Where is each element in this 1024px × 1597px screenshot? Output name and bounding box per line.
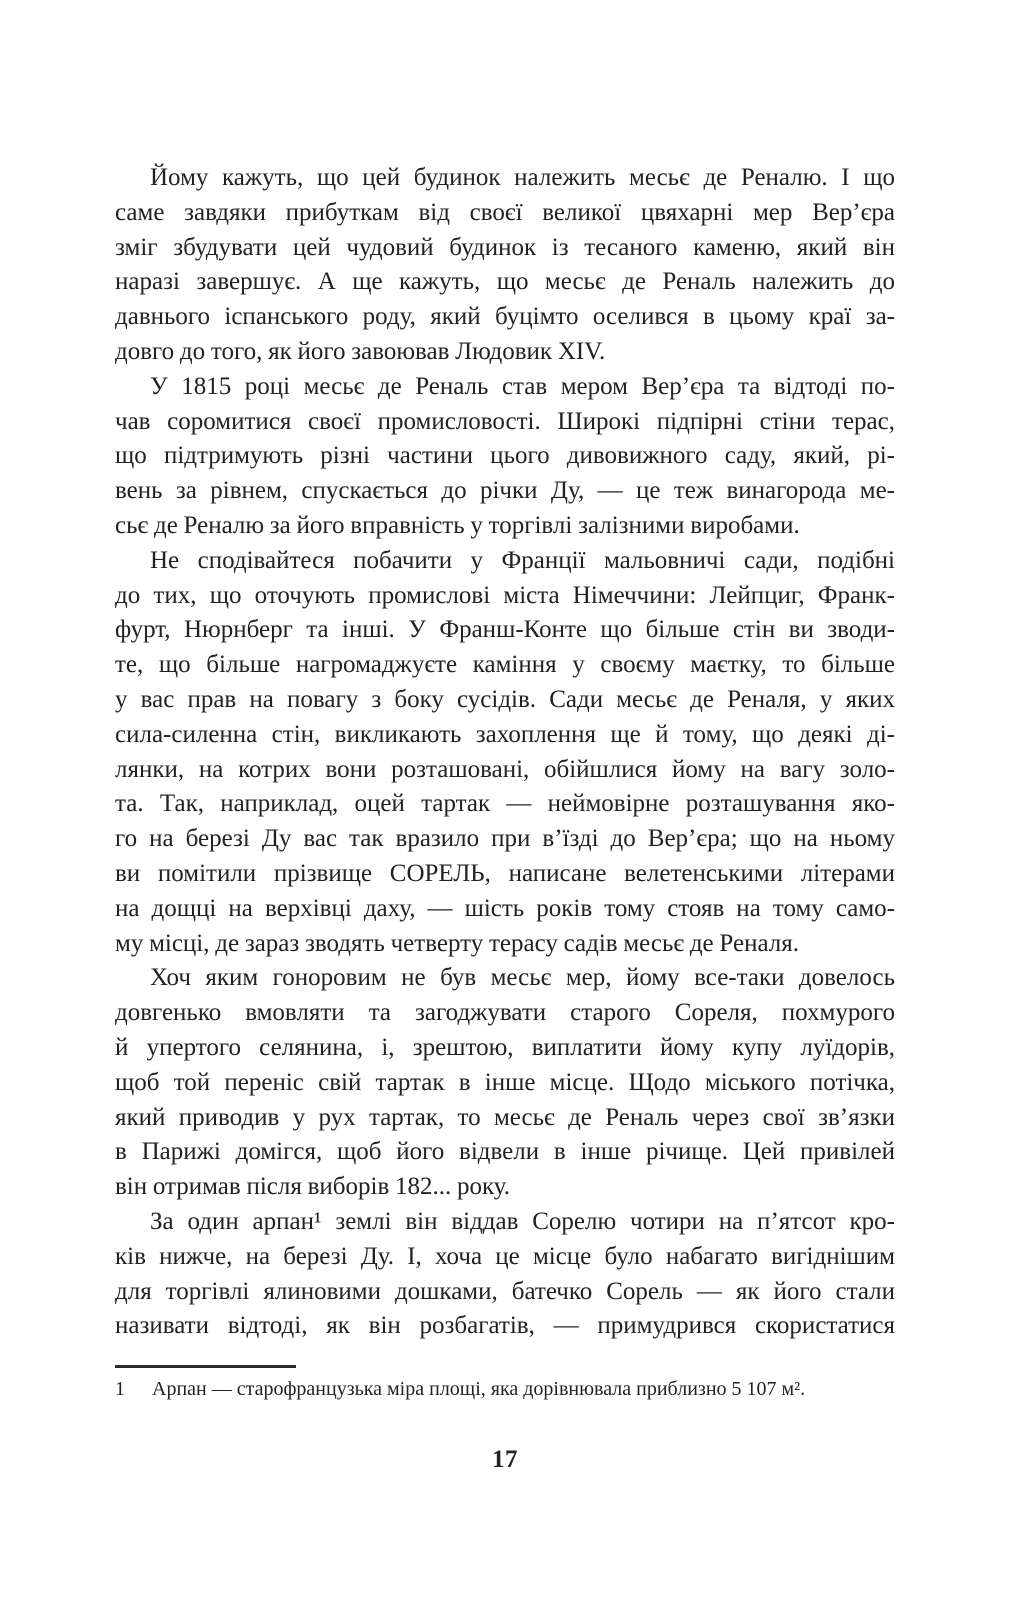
- text-line: ків нижче, на березі Ду. І, хоча це місце було набагато вигіднішим: [115, 1242, 895, 1270]
- text-line: Йому кажуть, що цей будинок належить месьє де Реналю. І що: [150, 164, 895, 191]
- text-line: го на березі Ду вас так вразило при в’їзді до Вер’єра; що на ньому: [115, 825, 895, 853]
- paragraph: [115, 961, 895, 1205]
- text-line: За один арпан¹ землі він віддав Сорелю чотири на п’ятсот кро-: [150, 1207, 895, 1235]
- text-line: наразі завершує. А ще кажуть, що месьє де Реналь належить до: [115, 268, 895, 296]
- text-line: довгенько вмовляти та загоджувати старого Сореля, похмурого: [115, 999, 895, 1027]
- page-number: 17: [492, 1446, 518, 1473]
- footnote-text: Арпан — старофранцузька міра площі, яка дорівнювала приблизно 5 107 м².: [152, 1378, 806, 1400]
- text-line: фурт, Нюрнберг та інші. У Франш-Конте що більше стін ви зводи-: [115, 616, 895, 644]
- paragraph: [115, 370, 895, 544]
- text-line: в Парижі домігся, щоб його відвели в інше річище. Цей привілей: [115, 1138, 895, 1166]
- text-line: щоб той переніс свій тартак в інше місце. Щодо міського потічка,: [115, 1068, 895, 1096]
- footnote-marker: 1: [115, 1378, 125, 1400]
- footnote: [115, 1376, 895, 1403]
- text-line: те, що більше нагромаджуєте каміння у своєму маєтку, то більше: [115, 651, 895, 679]
- text-line: ви помітили прізвище СОРЕЛЬ, написане велетенськими літерами: [115, 859, 895, 887]
- text-line: Хоч яким гоноровим не був месьє мер, йому все-таки довелось: [150, 964, 895, 992]
- text-line: лянки, на котрих вони розташовані, обійшлися йому на вагу золо-: [115, 755, 895, 783]
- text-line: сьє де Реналю за його вправність у торгівлі залізними виробами.: [115, 511, 800, 539]
- text-line: довго до того, як його завоював Людовик XIV.: [115, 337, 606, 365]
- text-line: У 1815 році месьє де Реналь став мером Вер’єра та відтоді по-: [150, 372, 895, 400]
- text-line: та. Так, наприклад, оцей тартак — неймовірне розташування яко-: [115, 790, 895, 818]
- text-line: до тих, що оточують промислові міста Німеччини: Лейпциг, Франк-: [115, 581, 895, 609]
- text-line: для торгівлі ялиновими дошками, батечко Сорель — як його стали: [115, 1277, 895, 1305]
- text-line: називати відтоді, як він розбагатів, — примудрився скористатися: [115, 1312, 895, 1340]
- paragraph: [115, 161, 895, 370]
- text-block: [115, 161, 895, 1344]
- text-line: сила-силенна стін, викликають захоплення ще й тому, що деякі ді-: [115, 720, 895, 748]
- paragraph: [115, 544, 895, 962]
- text-line: Не сподівайтеся побачити у Франції мальовничі сади, подібні: [150, 546, 895, 574]
- text-line: що підтримують різні частини цього дивовижного саду, який, рі-: [115, 442, 895, 470]
- text-line: у вас прав на повагу з боку сусідів. Сади месьє де Реналя, у яких: [115, 685, 895, 713]
- text-line: він отримав після виборів 182... року.: [115, 1173, 511, 1201]
- text-line: який приводив у рух тартак, то месьє де Реналь через свої зв’язки: [115, 1103, 895, 1131]
- text-line: чав соромитися своєї промисловості. Широкі підпірні стіни терас,: [115, 407, 895, 435]
- text-line: му місці, де зараз зводять четверту терасу садів месьє де Реналя.: [115, 929, 799, 957]
- text-line: й упертого селянина, і, зрештою, виплатити йому купу луїдорів,: [115, 1033, 895, 1061]
- text-line: зміг збудувати цей чудовий будинок із тесаного каменю, який він: [115, 233, 895, 261]
- text-line: вень за рівнем, спускається до річки Ду, — це теж винагорода ме-: [115, 477, 895, 505]
- footnote-separator: [115, 1365, 296, 1368]
- text-line: саме завдяки прибуткам від своєї великої цвяхарні мер Вер’єра: [115, 198, 895, 226]
- text-line: давнього іспанського роду, який буцімто оселився в цьому краї за-: [115, 303, 895, 331]
- text-line: на дощці на верхівці даху, — шість років тому стояв на тому само-: [115, 894, 895, 922]
- paragraph: [115, 1205, 895, 1344]
